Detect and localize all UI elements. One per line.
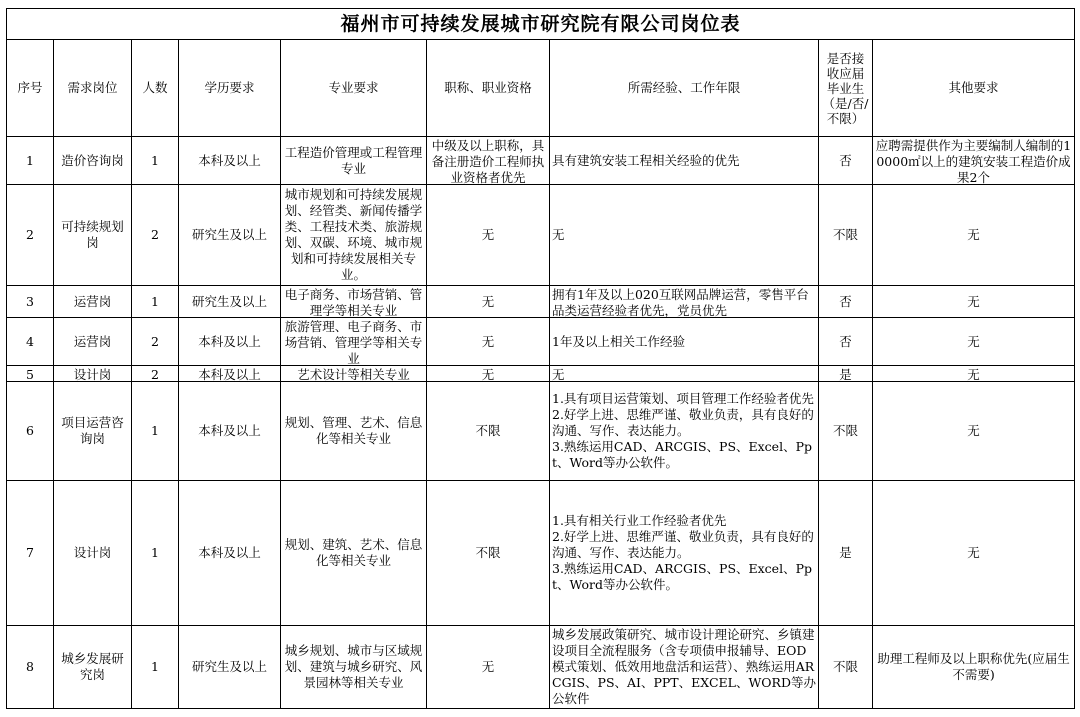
cell-education [179, 286, 281, 318]
cell-text: 无 [481, 293, 495, 309]
cell-text: 规划、管理、艺术、信息化等相关专业 [284, 415, 423, 446]
cell-experience [550, 318, 819, 366]
header-title-qual: 职称、职业资格 [427, 40, 550, 137]
job-table-sheet [6, 8, 1074, 709]
cell-text: 2 [151, 366, 159, 381]
cell-title-qual [427, 137, 550, 185]
cell-text: 1 [26, 152, 34, 168]
cell-text: 无 [967, 545, 980, 560]
cell-title-qual [427, 366, 550, 382]
cell-no [7, 626, 54, 709]
cell-experience [550, 481, 819, 626]
cell-count [132, 481, 179, 626]
cell-text: 3 [26, 293, 34, 309]
cell-fresh-grad [819, 318, 873, 366]
cell-title-qual [427, 382, 550, 481]
cell-no [7, 366, 54, 382]
table-row [7, 318, 1075, 366]
cell-title-qual [427, 185, 550, 286]
cell-no [7, 318, 54, 366]
cell-text: 7 [26, 545, 34, 560]
cell-text: 可持续规划岗 [61, 219, 124, 250]
cell-experience [550, 286, 819, 318]
cell-text: 1.具有项目运营策划、项目管理工作经验者优先 2.好学上进、思维严谨、敬业负责，具有良好的沟通、写作、表达能力。 3.熟练运用CAD、ARCGIS、PS、Excel、Ppt、Word等办公软件。 [552, 391, 814, 470]
cell-text: 运营岗 [73, 333, 112, 349]
cell-other [873, 481, 1075, 626]
cell-text: 旅游管理、电子商务、市场营销、管理学等相关专业 [284, 318, 423, 365]
cell-text: 1年及以上相关工作经验 [552, 333, 685, 349]
cell-major [281, 481, 427, 626]
header-position: 需求岗位 [54, 40, 132, 137]
header-count: 人数 [132, 40, 179, 137]
cell-text: 城市规划和可持续发展规划、经管类、新闻传播学类、工程技术类、旅游规划、双碳、环境、城市规划和可持续发展相关专业。 [284, 187, 423, 282]
cell-text: 2 [151, 333, 159, 349]
cell-fresh-grad [819, 366, 873, 382]
cell-text: 设计岗 [73, 366, 112, 381]
cell-text: 城乡规划、城市与区域规划、建筑与城乡研究、风景园林等相关专业 [284, 643, 423, 690]
header-fresh-grad: 是否接收应届毕业生（是/否/不限） [819, 40, 873, 137]
cell-fresh-grad [819, 185, 873, 286]
cell-text: 本科及以上 [198, 545, 261, 560]
cell-text: 8 [26, 659, 34, 674]
cell-text: 无 [481, 366, 495, 381]
cell-count [132, 318, 179, 366]
cell-text: 中级及以上职称，具备注册造价工程师执业资格者优先 [431, 137, 545, 184]
cell-position [54, 626, 132, 709]
header-row [7, 40, 1075, 137]
cell-text: 本科及以上 [198, 152, 261, 168]
cell-text: 无 [481, 227, 495, 242]
cell-count [132, 626, 179, 709]
cell-text: 无 [481, 659, 495, 674]
job-table [6, 8, 1075, 709]
cell-major [281, 286, 427, 318]
cell-no [7, 286, 54, 318]
cell-text: 否 [839, 333, 852, 349]
cell-text: 造价咨询岗 [61, 152, 124, 168]
cell-title-qual [427, 318, 550, 366]
table-row [7, 286, 1075, 318]
table-row [7, 185, 1075, 286]
cell-text: 1 [151, 423, 159, 438]
cell-text: 无 [967, 333, 980, 349]
cell-count [132, 286, 179, 318]
cell-count [132, 366, 179, 382]
cell-position [54, 318, 132, 366]
cell-text: 无 [552, 227, 565, 242]
cell-position [54, 481, 132, 626]
cell-count [132, 382, 179, 481]
cell-major [281, 185, 427, 286]
cell-fresh-grad [819, 286, 873, 318]
cell-text: 不限 [832, 227, 858, 242]
cell-text: 1 [151, 659, 159, 674]
cell-text: 无 [967, 423, 980, 438]
cell-text: 无 [552, 366, 565, 381]
cell-major [281, 626, 427, 709]
cell-other [873, 366, 1075, 382]
cell-text: 否 [839, 152, 852, 168]
cell-count [132, 137, 179, 185]
cell-text: 研究生及以上 [191, 659, 267, 674]
cell-fresh-grad [819, 137, 873, 185]
cell-text: 5 [26, 366, 34, 381]
header-major: 专业要求 [281, 40, 427, 137]
cell-other [873, 185, 1075, 286]
cell-text: 设计岗 [73, 545, 112, 560]
header-no: 序号 [7, 40, 54, 137]
cell-experience [550, 137, 819, 185]
cell-text: 规划、建筑、艺术、信息化等相关专业 [284, 537, 423, 568]
cell-position [54, 382, 132, 481]
cell-no [7, 382, 54, 481]
cell-fresh-grad [819, 481, 873, 626]
cell-education [179, 137, 281, 185]
cell-no [7, 185, 54, 286]
table-row [7, 137, 1075, 185]
cell-text: 不限 [832, 423, 858, 438]
cell-text: 助理工程师及以上职称优先(应届生不需要) [877, 651, 1070, 682]
cell-title-qual [427, 481, 550, 626]
cell-position [54, 286, 132, 318]
cell-text: 1 [151, 545, 159, 560]
cell-major [281, 382, 427, 481]
cell-education [179, 318, 281, 366]
cell-text: 本科及以上 [198, 366, 261, 381]
header-other: 其他要求 [873, 40, 1075, 137]
cell-text: 城乡发展政策研究、城市设计理论研究、乡镇建设项目全流程服务（含专项债申报辅导、EOD模式策划、低效用地盘活和运营）、熟练运用ARCGIS、PS、AI、PPT、EXCEL、WORD等办公软件 [552, 627, 816, 706]
cell-text: 本科及以上 [198, 333, 261, 349]
cell-text: 不限 [475, 423, 501, 438]
cell-text: 1.具有相关行业工作经验者优先 2.好学上进、思维严谨、敬业负责，具有良好的沟通、写作、表达能力。 3.熟练运用CAD、ARCGIS、PS、Excel、Ppt、Word等办公软件。 [552, 513, 814, 592]
cell-experience [550, 382, 819, 481]
cell-text: 运营岗 [73, 293, 112, 309]
cell-text: 城乡发展研究岗 [61, 651, 124, 682]
cell-text: 本科及以上 [198, 423, 261, 438]
cell-text: 项目运营咨询岗 [61, 415, 124, 446]
cell-fresh-grad [819, 626, 873, 709]
table-row [7, 382, 1075, 481]
cell-no [7, 137, 54, 185]
cell-text: 不限 [475, 545, 501, 560]
cell-title-qual [427, 286, 550, 318]
cell-major [281, 366, 427, 382]
header-education: 学历要求 [179, 40, 281, 137]
cell-position [54, 366, 132, 382]
cell-text: 4 [26, 333, 34, 349]
cell-text: 研究生及以上 [191, 293, 267, 309]
cell-text: 工程造价管理或工程管理专业 [284, 144, 423, 176]
cell-text: 艺术设计等相关专业 [297, 366, 410, 381]
cell-text: 1 [151, 152, 159, 168]
cell-education [179, 382, 281, 481]
cell-major [281, 137, 427, 185]
cell-text: 不限 [832, 659, 858, 674]
cell-text: 1 [151, 293, 159, 309]
table-row [7, 626, 1075, 709]
cell-text: 应聘需提供作为主要编制人编制的10000㎡以上的建筑安装工程造价成果2个 [875, 137, 1072, 184]
cell-text: 电子商务、市场营销、管理学等相关专业 [284, 286, 423, 317]
cell-text: 无 [967, 366, 980, 381]
header-experience: 所需经验、工作年限 [550, 40, 819, 137]
cell-other [873, 318, 1075, 366]
cell-other [873, 286, 1075, 318]
cell-text: 无 [481, 333, 495, 349]
cell-fresh-grad [819, 382, 873, 481]
cell-text: 6 [26, 423, 34, 438]
cell-position [54, 137, 132, 185]
table-row [7, 481, 1075, 626]
cell-education [179, 185, 281, 286]
cell-text: 具有建筑安装工程相关经验的优先 [552, 152, 740, 168]
table-row [7, 366, 1075, 382]
cell-title-qual [427, 626, 550, 709]
cell-text: 无 [967, 227, 980, 242]
cell-text: 无 [967, 293, 980, 309]
cell-other [873, 137, 1075, 185]
cell-text: 否 [839, 293, 852, 309]
cell-other [873, 382, 1075, 481]
cell-position [54, 185, 132, 286]
table-title: 福州市可持续发展城市研究院有限公司岗位表 [7, 9, 1075, 40]
cell-text: 是 [839, 545, 852, 560]
cell-text: 2 [151, 227, 159, 242]
cell-text: 2 [26, 227, 34, 242]
cell-experience [550, 185, 819, 286]
cell-other [873, 626, 1075, 709]
cell-education [179, 626, 281, 709]
cell-major [281, 318, 427, 366]
cell-experience [550, 366, 819, 382]
cell-text: 拥有1年及以上020互联网品牌运营，零售平台品类运营经验者优先，党员优先 [552, 286, 809, 317]
cell-experience [550, 626, 819, 709]
cell-text: 研究生及以上 [191, 227, 267, 242]
cell-text: 是 [839, 366, 852, 381]
cell-no [7, 481, 54, 626]
cell-education [179, 481, 281, 626]
cell-education [179, 366, 281, 382]
cell-count [132, 185, 179, 286]
